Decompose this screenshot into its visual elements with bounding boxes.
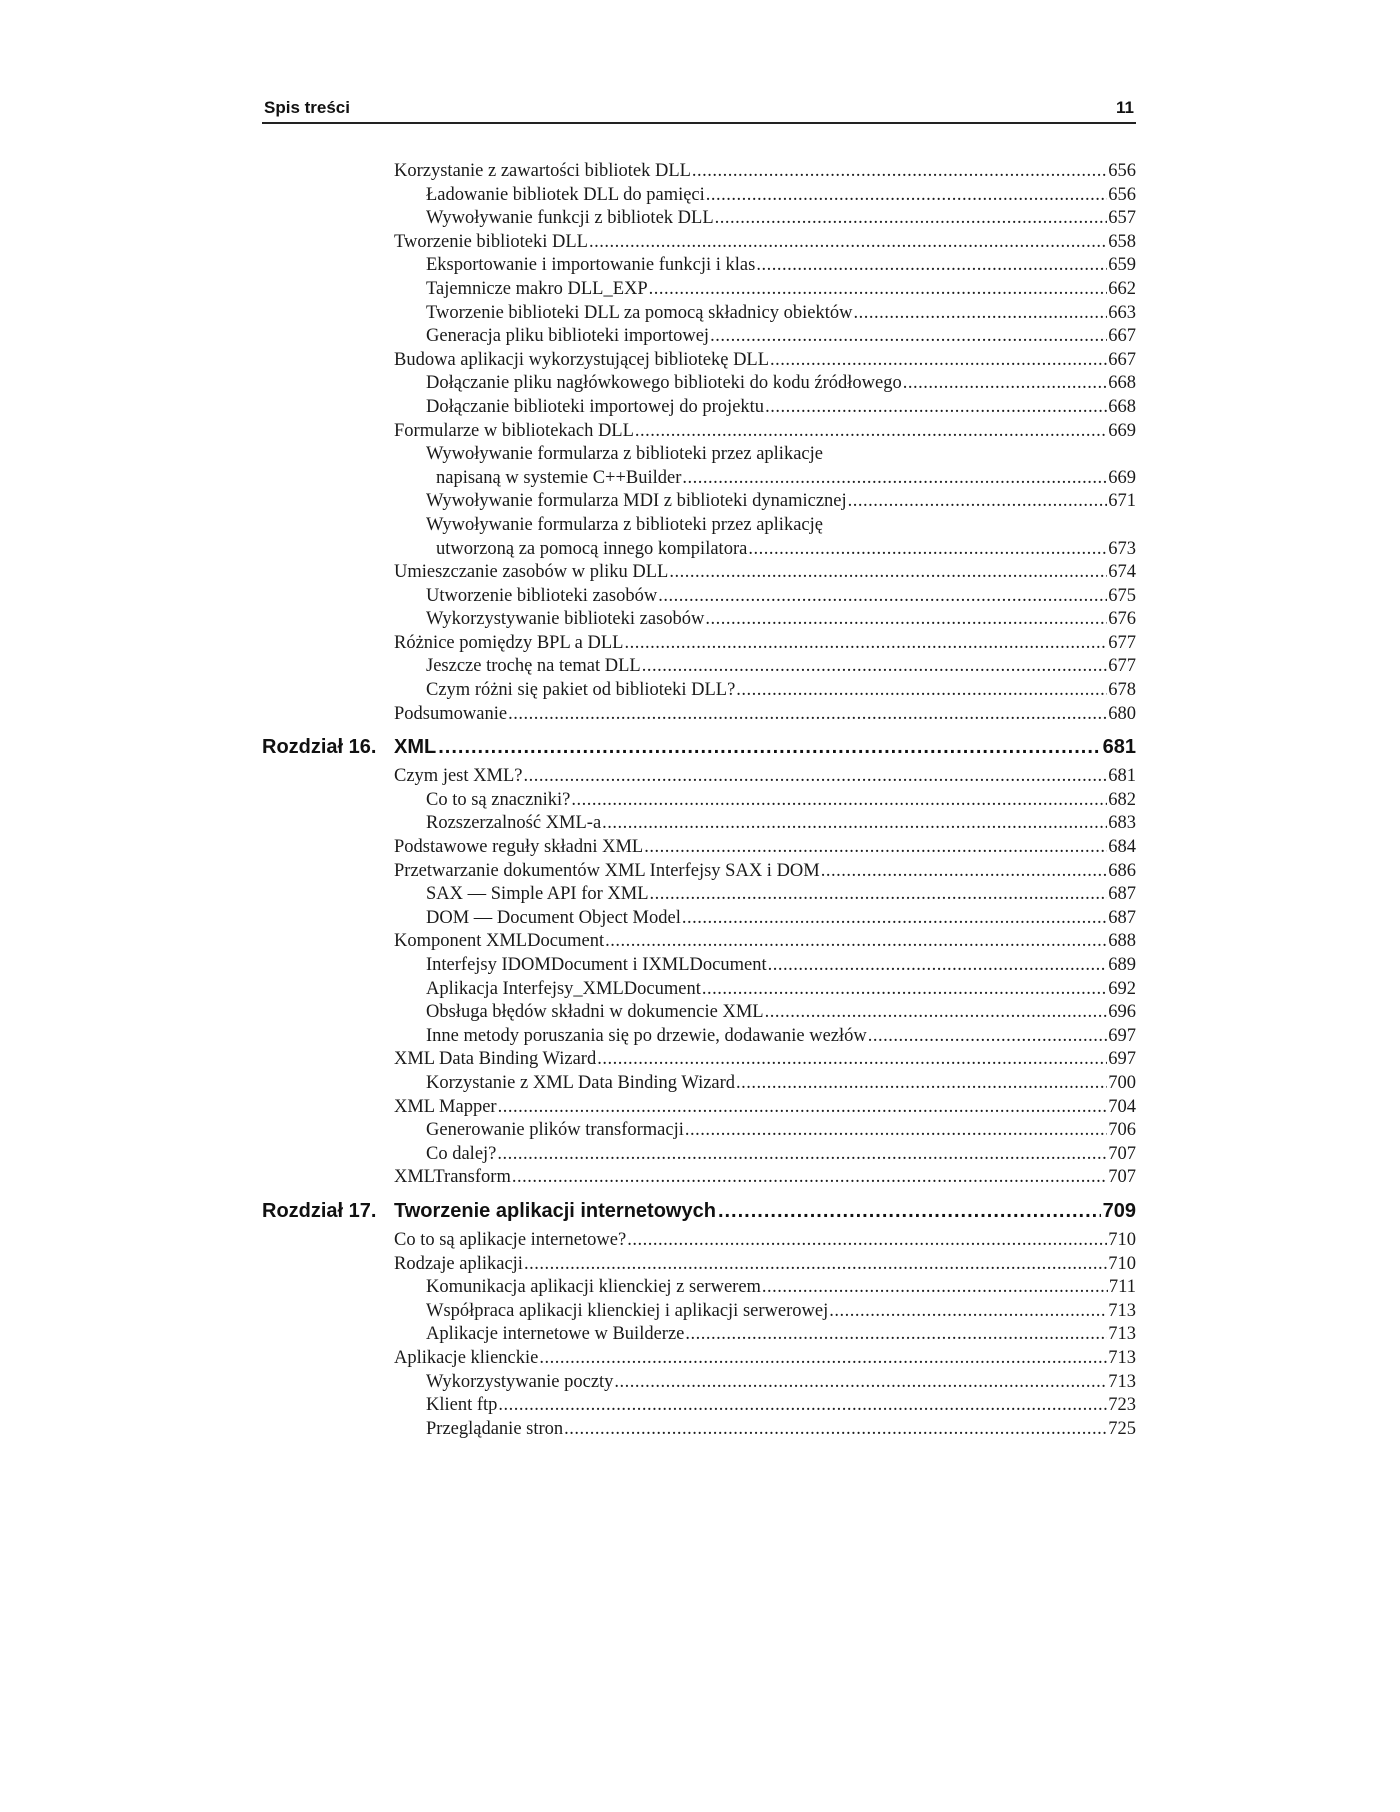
entry-page: 675 xyxy=(1108,585,1136,606)
dot-leader xyxy=(702,978,1107,1002)
entry-title: Dołączanie biblioteki importowej do projektu xyxy=(426,396,765,417)
dot-leader xyxy=(705,608,1107,632)
entry-title: Tworzenie biblioteki DLL xyxy=(394,231,588,252)
dot-leader xyxy=(682,907,1107,931)
dot-leader xyxy=(710,325,1107,349)
entry-title: Co to są aplikacje internetowe? xyxy=(394,1229,627,1250)
entry-page: 667 xyxy=(1108,349,1136,370)
dot-leader xyxy=(635,420,1107,444)
entry-title: Czym różni się pakiet od biblioteki DLL? xyxy=(426,680,736,701)
entry-title: Klient ftp xyxy=(426,1395,498,1416)
toc-entry xyxy=(262,396,1136,420)
toc-entry xyxy=(262,930,1136,954)
dot-leader xyxy=(597,1048,1107,1072)
entry-title: Korzystanie z zawartości bibliotek DLL xyxy=(394,161,691,181)
entry-title: Komponent XMLDocument xyxy=(394,931,605,952)
entry-page: 677 xyxy=(1108,632,1136,653)
dot-leader xyxy=(658,585,1107,609)
toc-entry xyxy=(262,1166,1136,1190)
entry-page: 713 xyxy=(1108,1347,1136,1368)
entry-title: Przeglądanie stron xyxy=(426,1418,564,1439)
entry-page: 659 xyxy=(1108,255,1136,276)
toc-entry xyxy=(262,349,1136,373)
toc-entry xyxy=(262,184,1136,208)
dot-leader xyxy=(829,1300,1107,1324)
entry-page: 667 xyxy=(1108,326,1136,347)
toc-entry xyxy=(262,302,1136,326)
entry-page: 676 xyxy=(1108,609,1136,630)
dot-leader xyxy=(715,207,1108,231)
toc-entry xyxy=(262,978,1136,1002)
chapter-heading xyxy=(262,732,1136,765)
entry-title: Aplikacje klienckie xyxy=(394,1347,539,1368)
entry-page: 687 xyxy=(1108,884,1136,905)
entry-title: Co to są znaczniki? xyxy=(426,789,571,810)
entry-page: 669 xyxy=(1108,420,1136,441)
toc-entry xyxy=(262,655,1136,679)
dot-leader xyxy=(524,1253,1107,1277)
dot-leader xyxy=(650,883,1108,907)
entry-title: napisaną w systemie C++Builder xyxy=(436,467,682,488)
dot-leader xyxy=(589,231,1107,255)
dot-leader xyxy=(539,1347,1107,1371)
dot-leader xyxy=(602,812,1107,836)
entry-title: Tworzenie biblioteki DLL za pomocą składnicy obiektów xyxy=(426,302,853,323)
entry-page: 700 xyxy=(1108,1072,1136,1093)
entry-title: Formularze w bibliotekach DLL xyxy=(394,420,634,441)
dot-leader xyxy=(685,1119,1107,1143)
entry-page: 688 xyxy=(1108,931,1136,952)
toc-entry xyxy=(262,907,1136,931)
dot-leader xyxy=(762,1276,1108,1300)
toc-entry xyxy=(262,812,1136,836)
dot-leader xyxy=(765,1001,1108,1025)
toc-entry xyxy=(262,443,1136,467)
toc-entry xyxy=(262,278,1136,302)
chapter-heading xyxy=(262,1196,1136,1229)
entry-title: Eksportowanie i importowanie funkcji i klas xyxy=(426,255,756,276)
entry-page: 663 xyxy=(1108,302,1136,323)
entry-title: Rozszerzalność XML-a xyxy=(426,813,602,834)
dot-leader xyxy=(718,1196,1101,1226)
toc-entry xyxy=(262,1096,1136,1120)
dot-leader xyxy=(768,954,1108,978)
dot-leader xyxy=(571,789,1107,813)
toc-entry xyxy=(262,1143,1136,1167)
dot-leader xyxy=(756,254,1107,278)
chapter-page: 681 xyxy=(1102,736,1136,759)
dot-leader xyxy=(644,836,1107,860)
dot-leader xyxy=(624,632,1107,656)
toc-entry xyxy=(262,254,1136,278)
dot-leader xyxy=(508,703,1107,727)
entry-title: Obsługa błędów składni w dokumencie XML xyxy=(426,1002,764,1023)
entry-title: Tajemnicze makro DLL_EXP xyxy=(426,278,648,299)
dot-leader xyxy=(868,1025,1107,1049)
dot-leader xyxy=(564,1418,1107,1442)
entry-page: 682 xyxy=(1108,789,1136,810)
dot-leader xyxy=(605,930,1107,954)
toc-entry xyxy=(262,954,1136,978)
entry-page: 704 xyxy=(1108,1096,1136,1117)
entry-title: SAX — Simple API for XML xyxy=(426,884,649,905)
entry-page: 673 xyxy=(1108,538,1136,559)
toc-entry xyxy=(262,207,1136,231)
dot-leader xyxy=(853,302,1107,326)
entry-page: 683 xyxy=(1108,813,1136,834)
entry-page: 692 xyxy=(1108,978,1136,999)
toc-entry xyxy=(262,1229,1136,1253)
entry-page: 656 xyxy=(1108,184,1136,205)
toc-entry xyxy=(262,1025,1136,1049)
entry-page: 697 xyxy=(1108,1025,1136,1046)
dot-leader xyxy=(438,732,1100,762)
entry-page: 686 xyxy=(1108,860,1136,881)
entry-page: 689 xyxy=(1108,955,1136,975)
chapter-title: XML xyxy=(394,736,437,759)
dot-leader xyxy=(627,1229,1107,1253)
entry-page: 706 xyxy=(1108,1120,1136,1141)
dot-leader xyxy=(765,396,1107,420)
entry-page: 668 xyxy=(1108,396,1136,417)
entry-title: Generowanie plików transformacji xyxy=(426,1120,684,1141)
entry-title: Jeszcze trochę na temat DLL xyxy=(426,656,641,677)
entry-title: Co dalej? xyxy=(426,1143,497,1164)
dot-leader xyxy=(736,1072,1107,1096)
entry-title: Inne metody poruszania się po drzewie, dodawanie wezłów xyxy=(426,1025,867,1046)
toc-entry xyxy=(262,561,1136,585)
entry-title: Wywoływanie formularza z biblioteki przez aplikację xyxy=(426,514,823,535)
entry-title: XMLTransform xyxy=(394,1167,511,1188)
entry-title: Dołączanie pliku nagłówkowego biblioteki do kodu źródłowego xyxy=(426,373,902,394)
dot-leader xyxy=(682,467,1107,491)
toc-entry xyxy=(262,679,1136,703)
entry-title: XML Data Binding Wizard xyxy=(394,1049,597,1070)
toc-entry xyxy=(262,1001,1136,1025)
entry-title: Wywoływanie formularza MDI z biblioteki dynamicznej xyxy=(426,491,847,512)
entry-page: 707 xyxy=(1108,1143,1136,1164)
entry-title: Aplikacja Interfejsy_XMLDocument xyxy=(426,978,701,999)
entry-page: 669 xyxy=(1108,467,1136,488)
dot-leader xyxy=(903,372,1107,396)
toc-entry xyxy=(262,514,1136,538)
toc-entry xyxy=(262,1418,1136,1442)
entry-page: 713 xyxy=(1108,1300,1136,1321)
toc-entry xyxy=(262,160,1136,184)
entry-title: utworzoną za pomocą innego kompilatora xyxy=(436,538,748,559)
toc-entry xyxy=(262,608,1136,632)
toc-entry xyxy=(262,467,1136,491)
dot-leader xyxy=(614,1371,1107,1395)
toc-entry xyxy=(262,1119,1136,1143)
entry-title: Utworzenie biblioteki zasobów xyxy=(426,585,658,606)
dot-leader xyxy=(748,538,1107,562)
entry-title: Czym jest XML? xyxy=(394,766,523,787)
dot-leader xyxy=(498,1096,1108,1120)
header-page-number: 11 xyxy=(1116,98,1134,117)
entry-title: XML Mapper xyxy=(394,1096,497,1117)
toc-entry xyxy=(262,1276,1136,1300)
dot-leader xyxy=(770,349,1107,373)
entry-page: 697 xyxy=(1108,1049,1136,1070)
chapter-title: Tworzenie aplikacji internetowych xyxy=(394,1199,716,1222)
toc-entry xyxy=(262,490,1136,514)
toc-entry xyxy=(262,1072,1136,1096)
entry-page: 681 xyxy=(1108,766,1136,787)
entry-page: 678 xyxy=(1108,680,1136,701)
entry-page: 710 xyxy=(1108,1253,1136,1274)
entry-page: 711 xyxy=(1108,1277,1136,1298)
entry-title: Współpraca aplikacji klienckiej i aplikacji serwerowej xyxy=(426,1300,829,1321)
toc-entry xyxy=(262,231,1136,255)
toc-entry xyxy=(262,836,1136,860)
entry-page: 725 xyxy=(1108,1418,1136,1439)
entry-title: Umieszczanie zasobów w pliku DLL xyxy=(394,562,669,583)
toc-entry xyxy=(262,1253,1136,1277)
entry-title: Wywoływanie funkcji z bibliotek DLL xyxy=(426,208,714,229)
chapter-page: 709 xyxy=(1102,1199,1136,1222)
dot-leader xyxy=(512,1166,1107,1190)
entry-title: Interfejsy IDOMDocument i IXMLDocument xyxy=(426,955,767,975)
dot-leader xyxy=(523,765,1107,789)
entry-title: Przetwarzanie dokumentów XML Interfejsy SAX i DOM xyxy=(394,860,820,881)
toc-entry xyxy=(262,883,1136,907)
toc-entry xyxy=(262,420,1136,444)
toc-entry xyxy=(262,860,1136,884)
dot-leader xyxy=(497,1143,1107,1167)
entry-page: 674 xyxy=(1108,562,1136,583)
toc-entry xyxy=(262,1371,1136,1395)
dot-leader xyxy=(848,490,1108,514)
entry-title: Podsumowanie xyxy=(394,703,508,724)
toc-entry xyxy=(262,1300,1136,1324)
entry-page: 707 xyxy=(1108,1167,1136,1188)
toc-entry xyxy=(262,325,1136,349)
entry-title: Komunikacja aplikacji klienckiej z serwerem xyxy=(426,1277,761,1298)
entry-title: Budowa aplikacji wykorzystującej bibliotekę DLL xyxy=(394,349,770,370)
toc-entry xyxy=(262,703,1136,727)
running-header xyxy=(262,98,1136,124)
toc-entry xyxy=(262,1323,1136,1347)
entry-title: Generacja pliku biblioteki importowej xyxy=(426,326,710,347)
toc-entry xyxy=(262,632,1136,656)
entry-title: Wywoływanie formularza z biblioteki przez aplikacje xyxy=(426,444,823,465)
entry-page: 713 xyxy=(1108,1371,1136,1392)
entry-title: Różnice pomiędzy BPL a DLL xyxy=(394,632,624,653)
chapter-number: Rozdział 17. xyxy=(262,1199,377,1222)
header-title: Spis treści xyxy=(264,98,350,117)
toc-entry xyxy=(262,1347,1136,1371)
entry-page: 680 xyxy=(1108,703,1136,724)
entry-page: 684 xyxy=(1108,837,1136,858)
toc-entry xyxy=(262,585,1136,609)
entry-page: 658 xyxy=(1108,231,1136,252)
entry-page: 696 xyxy=(1108,1002,1136,1023)
dot-leader xyxy=(642,655,1108,679)
entry-page: 656 xyxy=(1108,161,1136,181)
entry-title: Rodzaje aplikacji xyxy=(394,1253,523,1274)
toc-entry xyxy=(262,372,1136,396)
toc-entry xyxy=(262,1048,1136,1072)
entry-page: 677 xyxy=(1108,656,1136,677)
dot-leader xyxy=(649,278,1108,302)
entry-page: 687 xyxy=(1108,907,1136,928)
entry-title: Podstawowe reguły składni XML xyxy=(394,837,644,858)
entry-page: 662 xyxy=(1108,278,1136,299)
table-of-contents xyxy=(262,160,1136,1441)
entry-title: Korzystanie z XML Data Binding Wizard xyxy=(426,1072,736,1093)
chapter-number: Rozdział 16. xyxy=(262,736,377,759)
dot-leader xyxy=(669,561,1107,585)
entry-page: 713 xyxy=(1108,1324,1136,1345)
entry-page: 710 xyxy=(1108,1229,1136,1250)
dot-leader xyxy=(692,160,1107,184)
dot-leader xyxy=(685,1323,1107,1347)
dot-leader xyxy=(821,860,1108,884)
dot-leader xyxy=(736,679,1107,703)
toc-entry xyxy=(262,1394,1136,1418)
entry-page: 723 xyxy=(1108,1395,1136,1416)
toc-entry xyxy=(262,538,1136,562)
entry-title: Wykorzystywanie poczty xyxy=(426,1371,614,1392)
entry-title: Ładowanie bibliotek DLL do pamięci xyxy=(426,184,705,205)
entry-title: DOM — Document Object Model xyxy=(426,907,681,928)
toc-entry xyxy=(262,789,1136,813)
entry-page: 668 xyxy=(1108,373,1136,394)
entry-page: 671 xyxy=(1108,491,1136,512)
dot-leader xyxy=(706,184,1107,208)
toc-entry xyxy=(262,765,1136,789)
dot-leader xyxy=(498,1394,1107,1418)
entry-title: Wykorzystywanie biblioteki zasobów xyxy=(426,609,705,630)
entry-title: Aplikacje internetowe w Builderze xyxy=(426,1324,685,1345)
entry-page: 657 xyxy=(1108,208,1136,229)
